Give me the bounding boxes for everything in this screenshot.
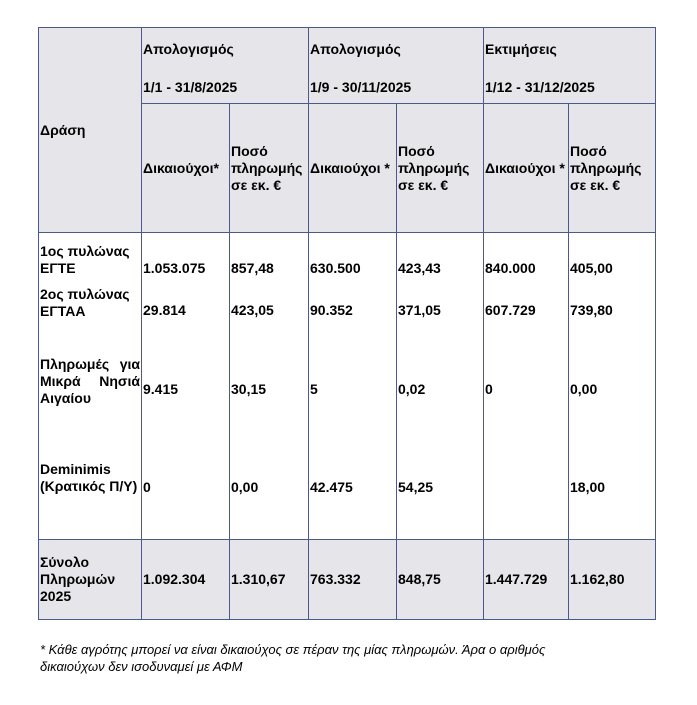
value-cell: 30,15: [230, 356, 309, 461]
table-row: [39, 356, 656, 461]
action-header: Δράση: [40, 121, 86, 138]
period-dates: 1/1 - 31/8/2025: [143, 79, 238, 95]
footnote: * Κάθε αγρότης μπορεί να είναι δικαιούχος σε πέραν της μίας πληρωμών. Άρα ο αριθμός δικαιούχων δεν ισοδυναμεί με ΑΦΜ: [40, 642, 546, 674]
period-label: Απολογισμός: [310, 41, 401, 57]
period-label: Εκτιμήσεις: [485, 41, 557, 57]
amount-header: Ποσό πληρωμής σε εκ. €: [230, 104, 309, 233]
total-label: Σύνολο Πληρωμών 2025: [39, 540, 142, 620]
action-cell: Deminimis (Κρατικός Π/Υ): [39, 461, 142, 540]
value-cell: 857,48: [230, 233, 309, 286]
total-value: 763.332: [309, 540, 397, 620]
value-cell: 54,25: [397, 461, 484, 540]
value-cell: 607.729: [484, 286, 569, 356]
value-cell: 0,00: [569, 356, 656, 461]
value-cell: 1.053.075: [142, 233, 230, 286]
value-cell: 29.814: [142, 286, 230, 356]
action-header-cell: [39, 28, 142, 233]
value-cell: 405,00: [569, 233, 656, 286]
value-cell: 840.000: [484, 233, 569, 286]
period-header-2: [484, 28, 656, 104]
total-value: 1.162,80: [569, 540, 656, 620]
value-cell: 423,05: [230, 286, 309, 356]
value-cell: 0,00: [230, 461, 309, 540]
period-header-0: [142, 28, 309, 104]
value-cell: 423,43: [397, 233, 484, 286]
table-row: [39, 286, 656, 356]
total-value: 1.092.304: [142, 540, 230, 620]
table-row: [39, 461, 656, 540]
value-cell: 0: [142, 461, 230, 540]
total-row: [39, 540, 656, 620]
beneficiaries-header: Δικαιούχοι *: [309, 104, 397, 233]
value-cell: 5: [309, 356, 397, 461]
period-header-row: [39, 28, 656, 104]
amount-header: Ποσό πληρωμής σε εκ. €: [397, 104, 484, 233]
action-cell: 2ος πυλώνας ΕΓΤΑΑ: [39, 286, 142, 356]
value-cell: 630.500: [309, 233, 397, 286]
value-cell: 0,02: [397, 356, 484, 461]
value-cell: 90.352: [309, 286, 397, 356]
table-row: [39, 233, 656, 286]
value-cell: 0: [484, 356, 569, 461]
period-label: Απολογισμός: [143, 41, 234, 57]
period-dates: 1/12 - 31/12/2025: [485, 79, 595, 95]
action-cell: 1ος πυλώνας ΕΓΤΕ: [39, 233, 142, 286]
beneficiaries-header: Δικαιούχοι*: [142, 104, 230, 233]
value-cell: 18,00: [569, 461, 656, 540]
action-cell: Πληρωμές για Μικρά Νησιά Αιγαίου: [39, 356, 142, 461]
value-cell: [484, 461, 569, 540]
period-header-1: [309, 28, 484, 104]
total-value: 848,75: [397, 540, 484, 620]
beneficiaries-header: Δικαιούχοι *: [484, 104, 569, 233]
value-cell: 371,05: [397, 286, 484, 356]
value-cell: 739,80: [569, 286, 656, 356]
value-cell: 9.415: [142, 356, 230, 461]
payments-table: [38, 27, 656, 620]
total-value: 1.447.729: [484, 540, 569, 620]
value-cell: 42.475: [309, 461, 397, 540]
period-dates: 1/9 - 30/11/2025: [310, 79, 412, 95]
amount-header: Ποσό πληρωμής σε εκ. €: [569, 104, 656, 233]
total-value: 1.310,67: [230, 540, 309, 620]
